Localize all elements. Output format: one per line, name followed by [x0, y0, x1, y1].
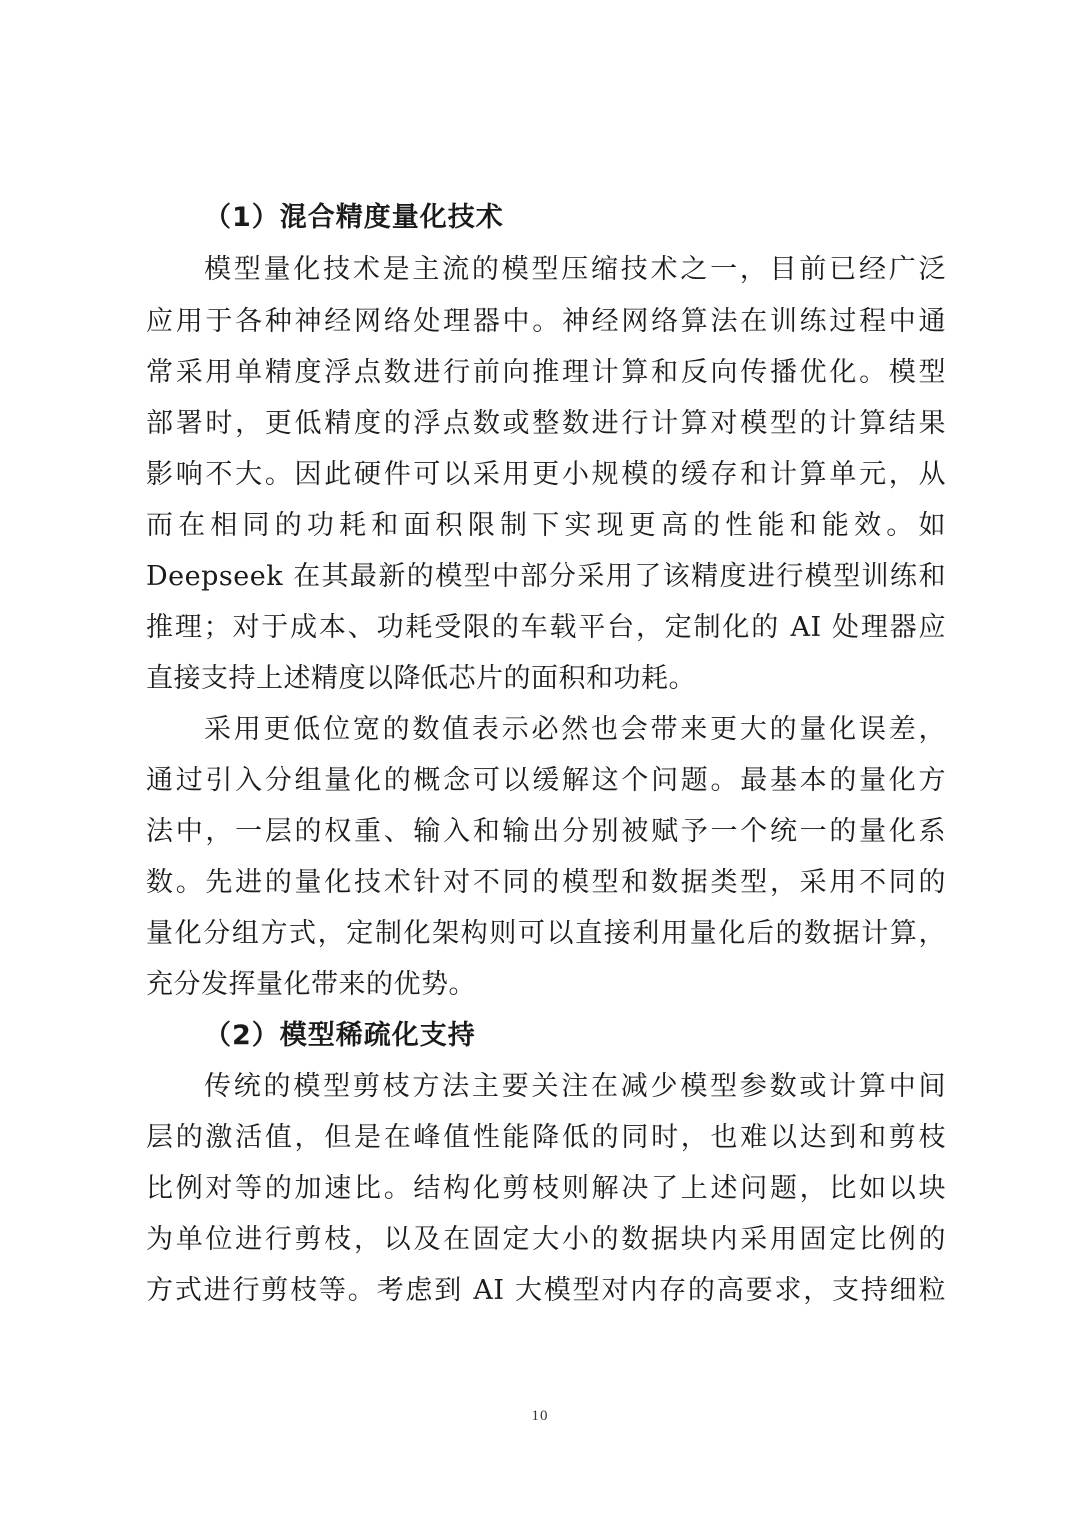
- paragraph-line: 通过引入分组量化的概念可以缓解这个问题。最基本的量化方: [146, 765, 946, 796]
- paragraph-line: 应用于各种神经网络处理器中。神经网络算法在训练过程中通: [146, 306, 946, 337]
- paragraph-line: 影响不大。因此硬件可以采用更小规模的缓存和计算单元，从: [146, 459, 946, 490]
- paragraph-line: 传统的模型剪枝方法主要关注在减少模型参数或计算中间: [204, 1071, 946, 1102]
- paragraph-line: 部署时，更低精度的浮点数或整数进行计算对模型的计算结果: [146, 408, 946, 439]
- page-number: 10: [531, 1408, 549, 1424]
- paragraph-line: 数。先进的量化技术针对不同的模型和数据类型，采用不同的: [146, 867, 946, 898]
- paragraph-line: 方式进行剪枝等。考虑到 AI 大模型对内存的高要求，支持细粒: [146, 1275, 946, 1306]
- paragraph-line: 而在相同的功耗和面积限制下实现更高的性能和能效。如: [146, 510, 946, 541]
- section-heading-mixed-precision-quantization: （1）混合精度量化技术: [204, 202, 504, 233]
- paragraph-line: 比例对等的加速比。结构化剪枝则解决了上述问题，比如以块: [146, 1173, 946, 1204]
- paragraph-line: 充分发挥量化带来的优势。: [146, 969, 476, 1000]
- paragraph-line: 常采用单精度浮点数进行前向推理计算和反向传播优化。模型: [146, 357, 946, 388]
- paragraph-line: 模型量化技术是主流的模型压缩技术之一，目前已经广泛: [204, 254, 946, 285]
- paragraph-line: 推理；对于成本、功耗受限的车载平台，定制化的 AI 处理器应: [146, 612, 946, 643]
- section-heading-model-sparsity: （2）模型稀疏化支持: [204, 1020, 476, 1051]
- paragraph-line: 法中，一层的权重、输入和输出分别被赋予一个统一的量化系: [146, 816, 946, 847]
- paragraph-line: 量化分组方式，定制化架构则可以直接利用量化后的数据计算，: [146, 918, 946, 949]
- paragraph-line: 层的激活值，但是在峰值性能降低的同时，也难以达到和剪枝: [146, 1122, 946, 1153]
- paragraph-line: Deepseek 在其最新的模型中部分采用了该精度进行模型训练和: [146, 561, 946, 592]
- paragraph-line: 采用更低位宽的数值表示必然也会带来更大的量化误差，: [204, 714, 946, 745]
- paragraph-line: 直接支持上述精度以降低芯片的面积和功耗。: [146, 663, 696, 694]
- paragraph-line: 为单位进行剪枝，以及在固定大小的数据块内采用固定比例的: [146, 1224, 946, 1255]
